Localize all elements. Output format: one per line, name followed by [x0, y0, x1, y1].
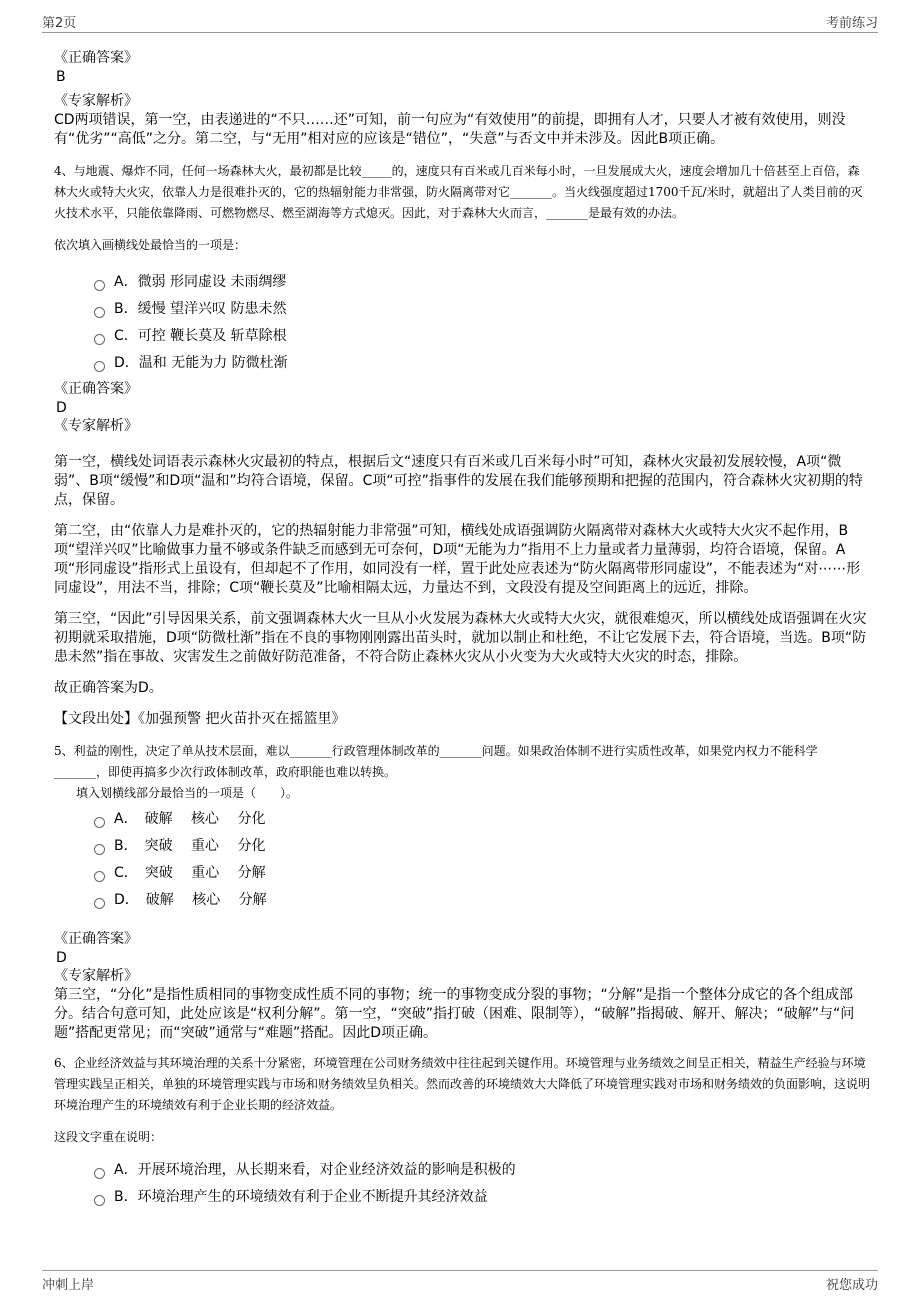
q4-analysis-p1: 第一空，横线处词语表示森林火灾最初的特点，根据后文“速度只有百米或几百米每小时”可知，森林火灾最初发展较慢，A项“微弱”、B项“缓慢”和D项“温和”均符合语境，保留。C项“可控”指事件的发展在我们能够预期和把握的范围内，符合森林火灾初期的特点，保留。: [54, 454, 863, 508]
q5-option-a[interactable]: A． 破解 核心 分化: [54, 806, 870, 833]
q4-answer: D: [56, 400, 67, 416]
q4-prompt: 依次填入画横线处最恰当的一项是：: [54, 238, 247, 252]
correct-answer-label: 《正确答案》: [54, 381, 138, 397]
header-title: 考前练习: [825, 16, 878, 31]
q3-answer: B: [56, 69, 66, 85]
page-header: [42, 12, 878, 33]
q5-answer: D: [56, 950, 67, 966]
q6-options: [54, 1157, 870, 1211]
radio-icon[interactable]: [94, 1195, 105, 1206]
radio-icon[interactable]: [94, 361, 105, 372]
radio-icon[interactable]: [94, 307, 105, 318]
page-footer: [42, 1270, 878, 1294]
q6-option-a[interactable]: A．开展环境治理，从长期来看，对企业经济效益的影响是积极的: [54, 1157, 870, 1184]
radio-icon[interactable]: [94, 280, 105, 291]
q5-stem: 5、利益的刚性，决定了单从技术层面，难以_______行政管理体制改革的_______问题。如果政治体制不进行实质性改革，如果党内权力不能科学_______，即使再搞多少次行政体制改革，政府职能也难以转换。: [54, 744, 818, 779]
q5-option-c[interactable]: C． 突破 重心 分解: [54, 860, 870, 887]
q4-stem: 4、与地震、爆炸不同，任何一场森林大火，最初都是比较_____的，速度只有百米或几百米每小时，一旦发展成大火，速度会增加几十倍甚至上百倍，森林大火或特大火灾，依靠人力是很难扑灭的，它的热辐射能力非常强，防火隔离带对它_______。当火线强度超过1700千瓦/米时，就超出了人类目前的灭火技术水平，只能依靠降雨、可燃物燃尽、燃至湖海等方式熄灭。因此，对于森林大火而言，_______是最有效的办法。: [54, 164, 863, 220]
q5-options: [54, 806, 870, 914]
q4-analysis-p3: 第三空，“因此”引导因果关系，前文强调森林大火一旦从小火发展为森林大火或特大火灾，就很难熄灭，所以横线处成语强调在火灾初期就采取措施，D项“防微杜渐”指在不良的事物刚刚露出苗头时，就加以制止和杜绝，不让它发展下去，符合语境，当选。B项“防患未然”指在事故、灾害发生之前做好防范准备，不符合防止森林火灾从小火变为大火或特大火灾的时态，排除。: [54, 611, 867, 665]
q5-option-b[interactable]: B． 突破 重心 分化: [54, 833, 870, 860]
q4-analysis-p2: 第二空，由“依靠人力是难扑灭的，它的热辐射能力非常强”可知，横线处成语强调防火隔离带对森林大火或特大火灾不起作用，B项“望洋兴叹”比喻做事力量不够或条件缺乏而感到无可奈何，D项“无能为力”指用不上力量或者力量薄弱，均符合语境，保留。A项“形同虚设”指形式上虽设有，但却起不了作用，如同没有一样，置于此处应表述为“防火隔离带形同虚设”，不能表述为“对⋯⋯形同虚设”，用法不当，排除；C项“鞭长莫及”比喻相隔太远，力量达不到，文段没有提及空间距离上的远近，排除。: [54, 523, 861, 596]
q4-options: [54, 269, 870, 377]
q6-option-b[interactable]: B．环境治理产生的环境绩效有利于企业不断提升其经济效益: [54, 1184, 870, 1211]
q6-prompt: 这段文字重在说明：: [54, 1130, 163, 1144]
q6-stem: 6、企业经济效益与其环境治理的关系十分紧密，环境管理在公司财务绩效中往往起到关键作用。环境管理与业务绩效之间呈正相关，精益生产经验与环境管理实践呈正相关，单独的环境管理实践与市场和财务绩效呈负相关。然而改善的环境绩效大大降低了环境管理实践对市场和财务绩效的负面影响，这说明环境治理产生的环境绩效有利于企业长期的经济效益。: [54, 1056, 871, 1112]
q3-analysis: CD两项错误，第一空，由表递进的“不只……还”可知，前一句应为“有效使用”的前提，即拥有人才，只要人才被有效使用，则没有“优劣”“高低”之分。第二空，与“无用”相对应的应该是“错位”，“失意”与否文中并未涉及。因此B项正确。: [54, 112, 846, 147]
radio-icon[interactable]: [94, 844, 105, 855]
q5-analysis: 第三空，“分化”是指性质相同的事物变成性质不同的事物；统一的事物变成分裂的事物；“分解”是指一个整体分成它的各个组成部分。结合句意可知，此处应该是“权利分解”。第一空，“突破”指打破（困难、限制等），“破解”指揭破、解开、解决；“破解”与“问题”搭配更常见；而“突破”通常与“难题”搭配。因此D项正确。: [54, 987, 855, 1041]
correct-answer-label: 《正确答案》: [54, 50, 138, 66]
analysis-label: 《专家解析》: [54, 418, 138, 434]
q5-option-d[interactable]: D． 破解 核心 分解: [54, 887, 870, 914]
radio-icon[interactable]: [94, 898, 105, 909]
q4-option-c[interactable]: C．可控 鞭长莫及 斩草除根: [54, 323, 870, 350]
q4-option-d[interactable]: D．温和 无能为力 防微杜渐: [54, 350, 870, 377]
q4-source: 【文段出处】《加强预警 把火苗扑灭在摇篮里》: [54, 711, 346, 727]
q4-conclusion: 故正确答案为D。: [54, 680, 163, 696]
page-number: 第2页: [42, 16, 77, 31]
radio-icon[interactable]: [94, 334, 105, 345]
radio-icon[interactable]: [94, 817, 105, 828]
q4-option-b[interactable]: B．缓慢 望洋兴叹 防患未然: [54, 296, 870, 323]
analysis-label: 《专家解析》: [54, 93, 138, 109]
document-body: [54, 44, 870, 1211]
radio-icon[interactable]: [94, 871, 105, 882]
analysis-label: 《专家解析》: [54, 968, 138, 984]
footer-left-text: 冲刺上岸: [42, 1278, 95, 1293]
correct-answer-label: 《正确答案》: [54, 931, 138, 947]
radio-icon[interactable]: [94, 1168, 105, 1179]
footer-right-text: 祝您成功: [825, 1278, 878, 1293]
q4-option-a[interactable]: A．微弱 形同虚设 未雨绸缪: [54, 269, 870, 296]
q5-prompt: 填入划横线部分最恰当的一项是（ ）。: [76, 786, 299, 800]
